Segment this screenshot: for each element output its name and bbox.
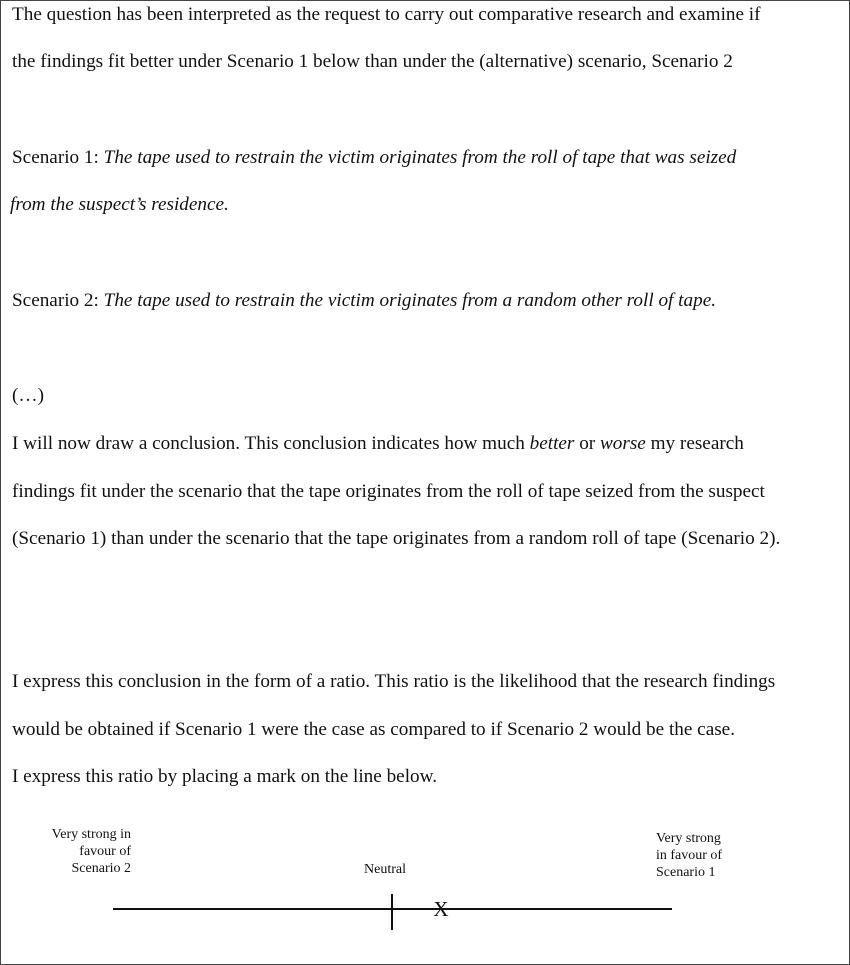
scenario-1-text-2: from the suspect’s residence. [10,194,229,215]
conclusion-line-2: findings fit under the scenario that the tape originates from the roll of tape seized from the suspect [12,481,765,502]
conclusion-line-3: (Scenario 1) than under the scenario that the tape originates from a random roll of tape (Scenario 2). [12,528,781,549]
ratio-line-3: I express this ratio by placing a mark on the line below. [12,766,438,787]
conclusion-line-1-a: I will now draw a conclusion. This conclusion indicates how much [12,433,530,454]
likelihood-scale [101,891,691,937]
scale-right-label-line-2: in favour of [656,848,723,863]
conclusion-line-1 [12,432,744,456]
scale-left-label-line-3: Scenario 2 [71,861,131,876]
intro-line-2: the findings fit better under Scenario 1 below than under the (alternative) scenario, Scenario 2 [12,51,733,72]
scale-right-label-line-1: Very strong [656,831,721,846]
ratio-line-1: I express this conclusion in the form of a ratio. This ratio is the likelihood that the research findings [12,671,776,692]
ellipsis: (…) [12,385,44,406]
scale-right-label [656,830,746,881]
ratio-line-2: would be obtained if Scenario 1 were the case as compared to if Scenario 2 would be the case. [12,719,735,740]
scenario-2-label: Scenario 2: [12,290,104,311]
intro-line-1: The question has been interpreted as the request to carry out comparative research and examine if [12,4,761,25]
scale-right-label-line-3: Scenario 1 [656,865,716,880]
scale-mark: X [433,897,449,921]
conclusion-or: or [574,433,600,454]
conclusion-line-1-b: my research [645,433,744,454]
scenario-1-label: Scenario 1: [12,147,104,168]
conclusion-better: better [529,433,575,454]
scenario-2-text: The tape used to restrain the victim originates from a random other roll of tape. [103,290,717,311]
scenario-1-line-2 [10,193,229,217]
scenario-2-line [12,289,716,313]
scenario-1-line-1 [12,146,736,170]
conclusion-worse: worse [599,433,646,454]
scale-left-label-line-2: favour of [79,844,131,859]
scale-left-label-line-1: Very strong in [51,827,131,842]
scale-neutral-label: Neutral [364,862,406,877]
scenario-1-text-1: The tape used to restrain the victim originates from the roll of tape that was seized [103,147,737,168]
scale-left-label [43,826,131,877]
